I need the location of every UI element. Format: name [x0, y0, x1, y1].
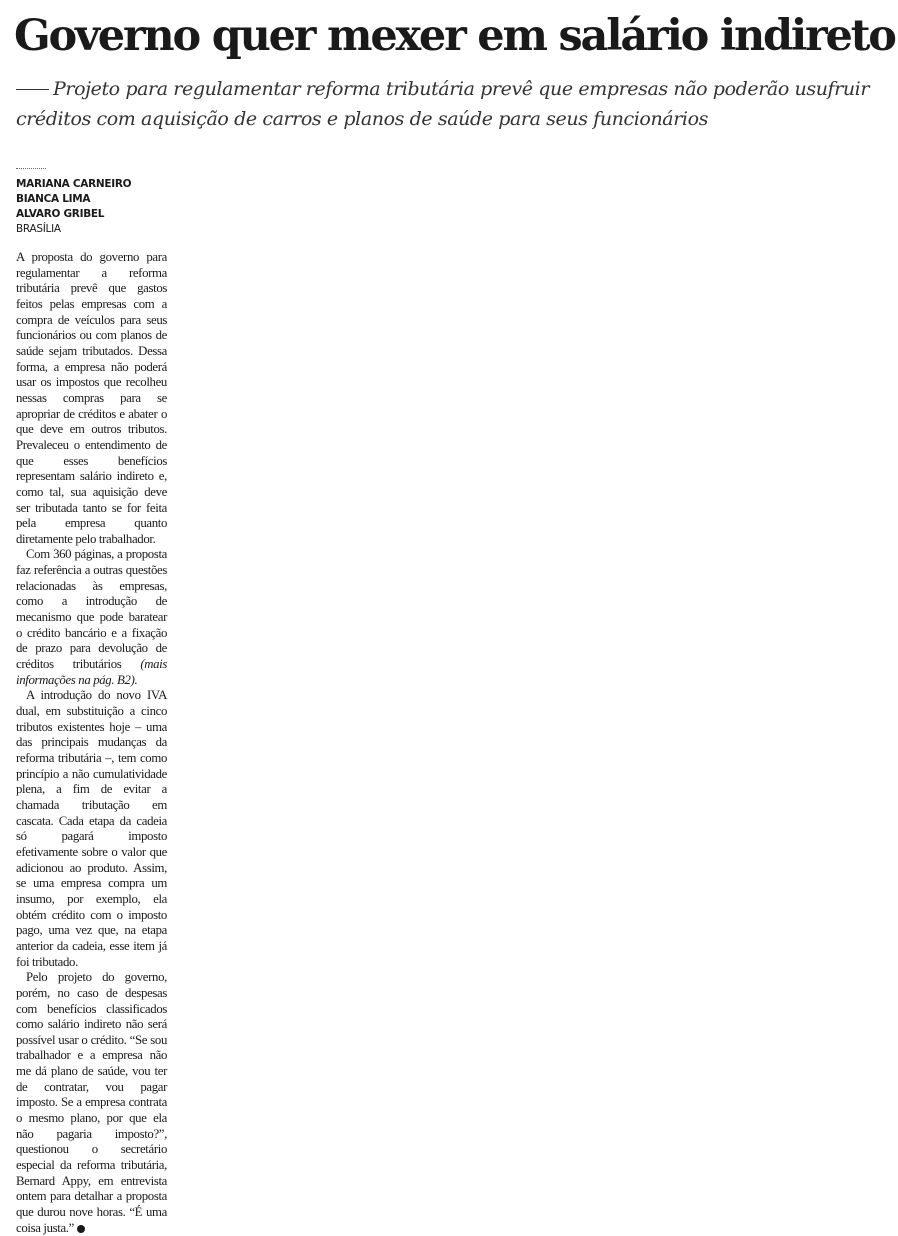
- byline-author: BIANCA LIMA: [16, 193, 91, 205]
- byline-divider: [16, 168, 46, 169]
- article-paragraph: [16, 547, 167, 688]
- page-reference: (mais informações na pág. B2).: [16, 657, 167, 687]
- article-paragraph-text: Pelo projeto do governo, porém, no caso de despesas com benefícios classificados como salário indireto não será possível usar o crédito. “Se sou trabalhador e a empresa não me dá plano de saúde, vou ter de contratar, vou pagar imposto. Se a empresa contrata o mesmo plano, por que ela não pagaria imposto?”, questionou o secretário especial da reforma tributária, Bernard Appy, em entrevista ontem para detalhar a proposta que durou nove horas. “É uma coisa justa.”: [16, 970, 167, 1235]
- byline: [16, 177, 166, 237]
- byline-author: ALVARO GRIBEL: [16, 208, 105, 220]
- headline: Governo quer mexer em salário indireto: [14, 11, 895, 61]
- article-paragraph: A proposta do governo para regulamentar a reforma tributária prevê que gastos feitos pelas empresas com a compra de veículos para seus funcionários ou com planos de saúde sejam tributados. Dessa forma, a empresa não poderá usar os impostos que recolheu nessas compras para se apropriar de créditos e abater o que deve em outros tributos. Prevaleceu o entendimento de que esses benefícios representam salário indireto e, como tal, sua aquisição deve ser tributada tanto se for feita pela empresa quanto diretamente pelo trabalhador.: [16, 250, 167, 546]
- article-body: [16, 250, 167, 1236]
- deck-text: Projeto para regulamentar reforma tributária prevê que empresas não poderão usufruir créditos com aquisição de carros e planos de saúde para seus funcionários: [16, 78, 870, 130]
- deck: [16, 74, 886, 134]
- end-of-article-icon: [77, 1225, 85, 1233]
- article-paragraph: [16, 970, 167, 1236]
- deck-rule: [16, 89, 49, 90]
- byline-author: MARIANA CARNEIRO: [16, 178, 132, 190]
- byline-location: BRASÍLIA: [16, 223, 61, 235]
- article-paragraph: A introdução do novo IVA dual, em substituição a cinco tributos existentes hoje – uma das principais mudanças da reforma tributária –, tem como princípio a não cumulatividade plena, a fim de evitar a chamada tributação em cascata. Cada etapa da cadeia só pagará imposto efetivamente sobre o valor que adicionou ao produto. Assim, se uma empresa compra um insumo, por exemplo, ela obtém crédito com o imposto pago, uma vez que, na etapa anterior da cadeia, esse item já foi tributado.: [16, 688, 167, 969]
- article-paragraph-text: Com 360 páginas, a proposta faz referência a outras questões relacionadas às empresas, como a introdução de mecanismo que pode baratear o crédito bancário e a fixação de prazo para devolução de créditos tributários: [16, 547, 167, 672]
